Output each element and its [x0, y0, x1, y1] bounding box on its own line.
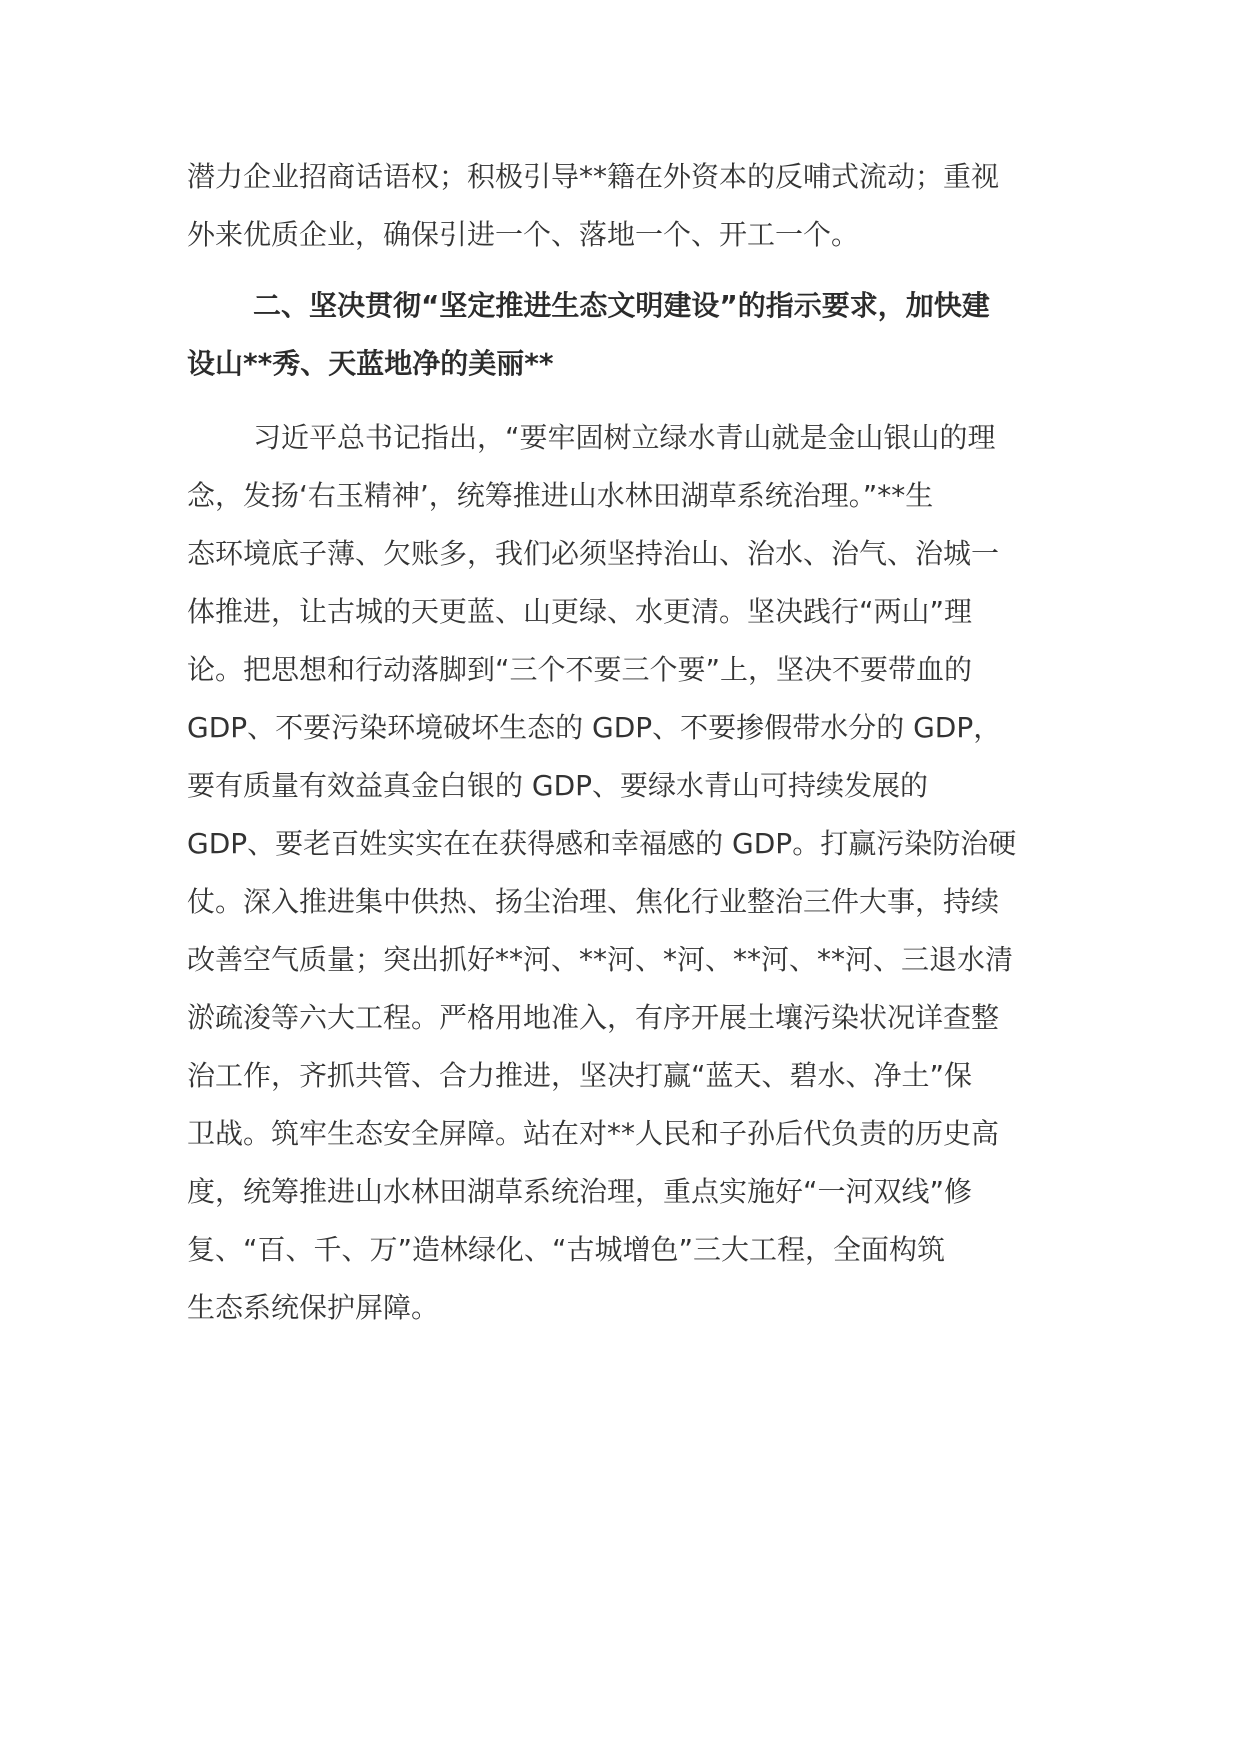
- paragraph-line: 潜力企业招商话语权；积极引导**籍在外资本的反哺式流动；重视: [187, 160, 1000, 193]
- paragraph-line: 态环境底子薄、欠账多，我们必须坚持治山、治水、治气、治城一: [187, 537, 1000, 570]
- section-heading-line: 设山**秀、天蓝地净的美丽**: [187, 347, 554, 380]
- paragraph-line: 念，发扬‘右玉精神’，统筹推进山水林田湖草系统治理。”**生: [187, 479, 934, 512]
- paragraph-line: 度，统筹推进山水林田湖草系统治理，重点实施好“一河双线”修: [187, 1175, 973, 1208]
- section-heading-line: 二、坚决贯彻“坚定推进生态文明建设”的指示要求，加快建: [253, 289, 990, 322]
- paragraph-line: GDP、不要污染环境破坏生态的 GDP、不要掺假带水分的 GDP，: [187, 711, 1002, 744]
- paragraph-line: 淤疏浚等六大工程。严格用地准入，有序开展土壤污染状况详查整: [187, 1001, 1000, 1034]
- paragraph-line: 改善空气质量；突出抓好**河、**河、*河、**河、**河、三退水清: [187, 943, 1014, 976]
- paragraph-line: GDP、要老百姓实实在在获得感和幸福感的 GDP。打赢污染防治硬: [187, 827, 1017, 860]
- paragraph-line: 治工作，齐抓共管、合力推进，坚决打赢“蓝天、碧水、净土”保: [187, 1059, 973, 1092]
- paragraph-line: 体推进，让古城的天更蓝、山更绿、水更清。坚决践行“两山”理: [187, 595, 973, 628]
- paragraph-line: 复、“百、千、万”造林绿化、“古城增色”三大工程，全面构筑: [187, 1233, 946, 1266]
- paragraph-line: 外来优质企业，确保引进一个、落地一个、开工一个。: [187, 218, 860, 251]
- paragraph-line: 习近平总书记指出，“要牢固树立绿水青山就是金山银山的理: [253, 421, 996, 454]
- paragraph-line: 仗。深入推进集中供热、扬尘治理、焦化行业整治三件大事，持续: [187, 885, 1000, 918]
- paragraph-line: 论。把思想和行动落脚到“三个不要三个要”上，坚决不要带血的: [187, 653, 973, 686]
- paragraph-line: 要有质量有效益真金白银的 GDP、要绿水青山可持续发展的: [187, 769, 929, 802]
- paragraph-line: 卫战。筑牢生态安全屏障。站在对**人民和子孙后代负责的历史高: [187, 1117, 1000, 1150]
- paragraph-line: 生态系统保护屏障。: [187, 1291, 440, 1324]
